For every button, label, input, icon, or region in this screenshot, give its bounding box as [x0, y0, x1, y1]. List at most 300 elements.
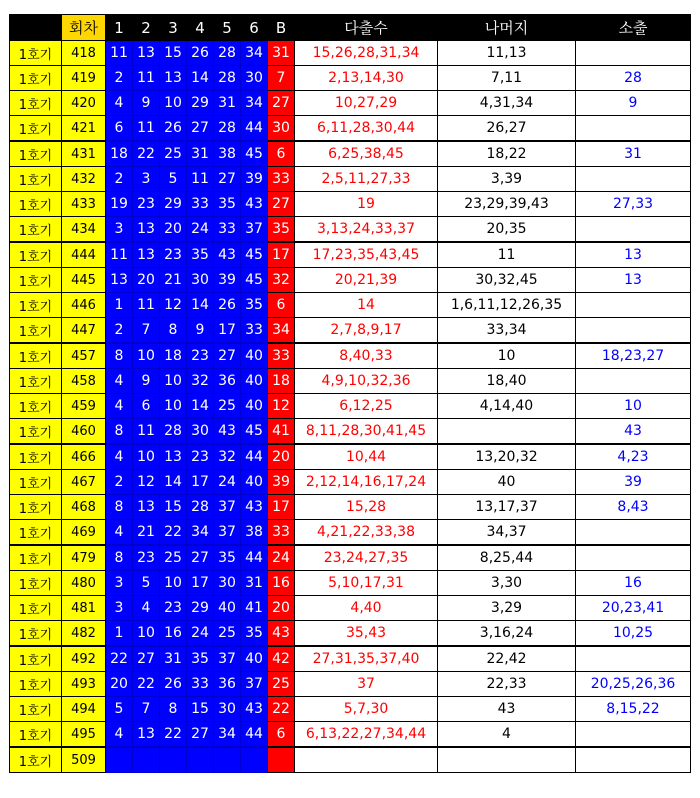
bonus-cell: 22	[268, 697, 295, 722]
bonus-cell: 33	[268, 520, 295, 546]
machine-cell: 1호기	[10, 318, 62, 344]
frequent-cell: 2,5,11,27,33	[295, 167, 438, 192]
number-3-cell: 20	[160, 217, 187, 243]
round-cell: 446	[62, 293, 106, 318]
number-1-cell: 4	[106, 369, 133, 394]
bonus-cell: 6	[268, 141, 295, 167]
number-6-cell: 37	[241, 217, 268, 243]
table-row	[10, 520, 691, 546]
number-2-cell: 10	[133, 343, 160, 369]
remaining-cell: 7,11	[438, 66, 576, 91]
number-6-cell: 30	[241, 66, 268, 91]
remaining-cell: 3,39	[438, 167, 576, 192]
header-number-4: 4	[187, 15, 214, 41]
number-5-cell: 31	[214, 91, 241, 116]
bonus-cell: 12	[268, 394, 295, 419]
missing-cell: 4,23	[576, 444, 691, 470]
frequent-cell: 14	[295, 293, 438, 318]
number-6-cell: 43	[241, 495, 268, 520]
number-1-cell: 4	[106, 722, 133, 748]
missing-cell	[576, 41, 691, 66]
machine-cell: 1호기	[10, 672, 62, 697]
remaining-cell: 34,37	[438, 520, 576, 546]
number-1-cell: 2	[106, 167, 133, 192]
number-3-cell: 26	[160, 672, 187, 697]
round-cell: 469	[62, 520, 106, 546]
number-5-cell: 43	[214, 419, 241, 445]
remaining-cell: 20,35	[438, 217, 576, 243]
number-1-cell	[106, 747, 133, 773]
number-2-cell: 22	[133, 672, 160, 697]
number-3-cell: 29	[160, 192, 187, 217]
number-1-cell: 19	[106, 192, 133, 217]
table-row	[10, 747, 691, 773]
number-4-cell: 23	[187, 343, 214, 369]
machine-cell: 1호기	[10, 571, 62, 596]
number-2-cell	[133, 747, 160, 773]
number-6-cell: 38	[241, 520, 268, 546]
round-cell: 457	[62, 343, 106, 369]
header-number-2: 2	[133, 15, 160, 41]
number-1-cell: 11	[106, 242, 133, 268]
number-6-cell: 44	[241, 116, 268, 142]
number-4-cell: 26	[187, 41, 214, 66]
missing-cell	[576, 167, 691, 192]
round-cell: 493	[62, 672, 106, 697]
number-1-cell: 11	[106, 41, 133, 66]
missing-cell: 8,15,22	[576, 697, 691, 722]
round-cell: 447	[62, 318, 106, 344]
number-3-cell: 22	[160, 520, 187, 546]
number-5-cell: 27	[214, 167, 241, 192]
number-6-cell: 33	[241, 318, 268, 344]
number-2-cell: 13	[133, 41, 160, 66]
header-machine	[10, 15, 62, 41]
table-row	[10, 343, 691, 369]
table-row	[10, 268, 691, 293]
number-4-cell: 24	[187, 217, 214, 243]
number-2-cell: 7	[133, 697, 160, 722]
table-row	[10, 293, 691, 318]
bonus-cell: 33	[268, 167, 295, 192]
number-2-cell: 11	[133, 116, 160, 142]
number-6-cell: 43	[241, 192, 268, 217]
number-6-cell: 43	[241, 697, 268, 722]
frequent-cell: 4,40	[295, 596, 438, 621]
number-4-cell: 17	[187, 571, 214, 596]
number-6-cell: 40	[241, 470, 268, 495]
number-2-cell: 13	[133, 242, 160, 268]
number-5-cell: 33	[214, 217, 241, 243]
number-5-cell: 36	[214, 672, 241, 697]
number-3-cell: 23	[160, 596, 187, 621]
number-1-cell: 1	[106, 293, 133, 318]
bonus-cell: 39	[268, 470, 295, 495]
round-cell: 444	[62, 242, 106, 268]
round-cell: 495	[62, 722, 106, 748]
number-4-cell: 28	[187, 495, 214, 520]
table-row	[10, 91, 691, 116]
number-1-cell: 1	[106, 621, 133, 647]
bonus-cell: 43	[268, 621, 295, 647]
round-cell: 466	[62, 444, 106, 470]
number-5-cell: 37	[214, 495, 241, 520]
machine-cell: 1호기	[10, 596, 62, 621]
remaining-cell: 10	[438, 343, 576, 369]
lotto-history-table	[9, 14, 691, 773]
table-row	[10, 495, 691, 520]
header-row	[10, 15, 691, 41]
number-2-cell: 23	[133, 545, 160, 571]
frequent-cell: 20,21,39	[295, 268, 438, 293]
remaining-cell: 4	[438, 722, 576, 748]
number-6-cell: 39	[241, 167, 268, 192]
remaining-cell: 40	[438, 470, 576, 495]
number-4-cell: 23	[187, 444, 214, 470]
table-row	[10, 672, 691, 697]
machine-cell: 1호기	[10, 66, 62, 91]
number-5-cell: 32	[214, 444, 241, 470]
number-1-cell: 2	[106, 318, 133, 344]
number-4-cell: 11	[187, 167, 214, 192]
number-3-cell: 25	[160, 545, 187, 571]
table-row	[10, 318, 691, 344]
missing-cell	[576, 217, 691, 243]
header-number-5: 5	[214, 15, 241, 41]
missing-cell	[576, 116, 691, 142]
frequent-cell: 15,26,28,31,34	[295, 41, 438, 66]
bonus-cell: 32	[268, 268, 295, 293]
number-2-cell: 7	[133, 318, 160, 344]
missing-cell	[576, 318, 691, 344]
machine-cell: 1호기	[10, 343, 62, 369]
number-6-cell: 40	[241, 369, 268, 394]
number-2-cell: 9	[133, 91, 160, 116]
table-row	[10, 722, 691, 748]
missing-cell	[576, 520, 691, 546]
remaining-cell: 18,40	[438, 369, 576, 394]
number-1-cell: 4	[106, 91, 133, 116]
bonus-cell: 30	[268, 116, 295, 142]
number-5-cell: 40	[214, 596, 241, 621]
remaining-cell: 3,30	[438, 571, 576, 596]
round-cell: 458	[62, 369, 106, 394]
missing-cell	[576, 646, 691, 672]
number-1-cell: 4	[106, 520, 133, 546]
bonus-cell	[268, 747, 295, 773]
number-6-cell: 35	[241, 293, 268, 318]
header-remaining: 나머지	[438, 15, 576, 41]
number-4-cell	[187, 747, 214, 773]
number-4-cell: 14	[187, 66, 214, 91]
number-6-cell: 45	[241, 419, 268, 445]
round-cell: 431	[62, 141, 106, 167]
remaining-cell: 26,27	[438, 116, 576, 142]
number-2-cell: 10	[133, 444, 160, 470]
machine-cell: 1호기	[10, 697, 62, 722]
frequent-cell: 17,23,35,43,45	[295, 242, 438, 268]
table-row	[10, 394, 691, 419]
bonus-cell: 25	[268, 672, 295, 697]
round-cell: 420	[62, 91, 106, 116]
number-4-cell: 9	[187, 318, 214, 344]
number-4-cell: 35	[187, 646, 214, 672]
frequent-cell: 19	[295, 192, 438, 217]
number-1-cell: 8	[106, 495, 133, 520]
number-3-cell: 15	[160, 495, 187, 520]
frequent-cell: 5,7,30	[295, 697, 438, 722]
number-4-cell: 14	[187, 293, 214, 318]
number-3-cell: 10	[160, 91, 187, 116]
number-2-cell: 13	[133, 495, 160, 520]
machine-cell: 1호기	[10, 520, 62, 546]
round-cell: 494	[62, 697, 106, 722]
number-2-cell: 11	[133, 419, 160, 445]
number-5-cell: 30	[214, 697, 241, 722]
missing-cell: 18,23,27	[576, 343, 691, 369]
table-row	[10, 192, 691, 217]
header-number-6: 6	[241, 15, 268, 41]
number-5-cell: 38	[214, 141, 241, 167]
number-4-cell: 29	[187, 91, 214, 116]
bonus-cell: 33	[268, 343, 295, 369]
number-2-cell: 10	[133, 621, 160, 647]
number-5-cell: 35	[214, 545, 241, 571]
remaining-cell: 1,6,11,12,26,35	[438, 293, 576, 318]
number-4-cell: 30	[187, 419, 214, 445]
missing-cell: 13	[576, 242, 691, 268]
remaining-cell	[438, 419, 576, 445]
number-1-cell: 13	[106, 268, 133, 293]
bonus-cell: 16	[268, 571, 295, 596]
number-2-cell: 13	[133, 217, 160, 243]
missing-cell	[576, 545, 691, 571]
number-6-cell: 45	[241, 268, 268, 293]
number-1-cell: 5	[106, 697, 133, 722]
remaining-cell: 4,14,40	[438, 394, 576, 419]
frequent-cell: 27,31,35,37,40	[295, 646, 438, 672]
number-3-cell: 16	[160, 621, 187, 647]
machine-cell: 1호기	[10, 41, 62, 66]
table-body	[10, 41, 691, 773]
number-3-cell: 15	[160, 41, 187, 66]
frequent-cell: 37	[295, 672, 438, 697]
number-5-cell: 37	[214, 646, 241, 672]
round-cell: 433	[62, 192, 106, 217]
bonus-cell: 18	[268, 369, 295, 394]
frequent-cell: 2,13,14,30	[295, 66, 438, 91]
machine-cell: 1호기	[10, 747, 62, 773]
number-3-cell: 12	[160, 293, 187, 318]
missing-cell: 9	[576, 91, 691, 116]
missing-cell: 31	[576, 141, 691, 167]
round-cell: 480	[62, 571, 106, 596]
missing-cell	[576, 293, 691, 318]
round-cell: 445	[62, 268, 106, 293]
number-5-cell: 26	[214, 293, 241, 318]
bonus-cell: 31	[268, 41, 295, 66]
number-6-cell: 45	[241, 141, 268, 167]
remaining-cell: 3,29	[438, 596, 576, 621]
number-6-cell: 35	[241, 621, 268, 647]
number-6-cell: 45	[241, 242, 268, 268]
number-5-cell: 36	[214, 369, 241, 394]
number-1-cell: 6	[106, 116, 133, 142]
number-1-cell: 3	[106, 217, 133, 243]
number-4-cell: 32	[187, 369, 214, 394]
number-3-cell: 10	[160, 394, 187, 419]
number-6-cell: 40	[241, 343, 268, 369]
remaining-cell	[438, 747, 576, 773]
number-1-cell: 22	[106, 646, 133, 672]
number-3-cell: 13	[160, 444, 187, 470]
bonus-cell: 27	[268, 91, 295, 116]
number-6-cell: 34	[241, 91, 268, 116]
table-row	[10, 545, 691, 571]
table-row	[10, 444, 691, 470]
machine-cell: 1호기	[10, 268, 62, 293]
missing-cell	[576, 722, 691, 748]
number-5-cell: 35	[214, 192, 241, 217]
missing-cell: 10,25	[576, 621, 691, 647]
number-4-cell: 33	[187, 672, 214, 697]
missing-cell	[576, 369, 691, 394]
number-1-cell: 2	[106, 66, 133, 91]
number-5-cell: 28	[214, 66, 241, 91]
bonus-cell: 6	[268, 722, 295, 748]
number-4-cell: 35	[187, 242, 214, 268]
missing-cell: 16	[576, 571, 691, 596]
machine-cell: 1호기	[10, 242, 62, 268]
number-3-cell: 28	[160, 419, 187, 445]
remaining-cell: 13,17,37	[438, 495, 576, 520]
remaining-cell: 3,16,24	[438, 621, 576, 647]
number-3-cell: 10	[160, 571, 187, 596]
number-2-cell: 3	[133, 167, 160, 192]
round-cell: 492	[62, 646, 106, 672]
number-4-cell: 31	[187, 141, 214, 167]
remaining-cell: 8,25,44	[438, 545, 576, 571]
bonus-cell: 20	[268, 596, 295, 621]
missing-cell: 20,25,26,36	[576, 672, 691, 697]
number-4-cell: 24	[187, 621, 214, 647]
frequent-cell: 8,11,28,30,41,45	[295, 419, 438, 445]
number-3-cell: 22	[160, 722, 187, 748]
round-cell: 459	[62, 394, 106, 419]
number-6-cell: 44	[241, 545, 268, 571]
bonus-cell: 24	[268, 545, 295, 571]
number-5-cell: 28	[214, 41, 241, 66]
missing-cell	[576, 747, 691, 773]
round-cell: 481	[62, 596, 106, 621]
remaining-cell: 13,20,32	[438, 444, 576, 470]
table-row	[10, 167, 691, 192]
number-1-cell: 8	[106, 545, 133, 571]
table-row	[10, 646, 691, 672]
table-row	[10, 116, 691, 142]
round-cell: 479	[62, 545, 106, 571]
machine-cell: 1호기	[10, 116, 62, 142]
number-6-cell	[241, 747, 268, 773]
number-2-cell: 22	[133, 141, 160, 167]
table-row	[10, 596, 691, 621]
number-2-cell: 13	[133, 722, 160, 748]
machine-cell: 1호기	[10, 192, 62, 217]
number-2-cell: 12	[133, 470, 160, 495]
number-3-cell: 23	[160, 242, 187, 268]
missing-cell: 20,23,41	[576, 596, 691, 621]
number-5-cell: 30	[214, 571, 241, 596]
number-6-cell: 44	[241, 722, 268, 748]
frequent-cell: 4,9,10,32,36	[295, 369, 438, 394]
header-number-1: 1	[106, 15, 133, 41]
frequent-cell: 2,12,14,16,17,24	[295, 470, 438, 495]
machine-cell: 1호기	[10, 646, 62, 672]
frequent-cell: 6,11,28,30,44	[295, 116, 438, 142]
number-1-cell: 4	[106, 394, 133, 419]
number-3-cell: 5	[160, 167, 187, 192]
remaining-cell: 22,33	[438, 672, 576, 697]
number-1-cell: 8	[106, 419, 133, 445]
frequent-cell: 10,27,29	[295, 91, 438, 116]
table-row	[10, 470, 691, 495]
frequent-cell: 15,28	[295, 495, 438, 520]
number-3-cell: 8	[160, 318, 187, 344]
bonus-cell: 6	[268, 293, 295, 318]
round-cell: 509	[62, 747, 106, 773]
machine-cell: 1호기	[10, 419, 62, 445]
number-4-cell: 14	[187, 394, 214, 419]
number-1-cell: 2	[106, 470, 133, 495]
missing-cell: 13	[576, 268, 691, 293]
header-number-3: 3	[160, 15, 187, 41]
header-missing: 소출	[576, 15, 691, 41]
number-2-cell: 21	[133, 520, 160, 546]
number-3-cell: 26	[160, 116, 187, 142]
bonus-cell: 42	[268, 646, 295, 672]
number-3-cell: 18	[160, 343, 187, 369]
bonus-cell: 35	[268, 217, 295, 243]
missing-cell: 10	[576, 394, 691, 419]
number-2-cell: 6	[133, 394, 160, 419]
number-4-cell: 27	[187, 116, 214, 142]
number-3-cell: 8	[160, 697, 187, 722]
number-5-cell: 27	[214, 343, 241, 369]
machine-cell: 1호기	[10, 293, 62, 318]
number-4-cell: 17	[187, 470, 214, 495]
round-cell: 432	[62, 167, 106, 192]
number-2-cell: 23	[133, 192, 160, 217]
frequent-cell: 10,44	[295, 444, 438, 470]
bonus-cell: 34	[268, 318, 295, 344]
number-1-cell: 20	[106, 672, 133, 697]
number-6-cell: 31	[241, 571, 268, 596]
number-5-cell: 39	[214, 268, 241, 293]
number-3-cell: 10	[160, 369, 187, 394]
bonus-cell: 17	[268, 242, 295, 268]
machine-cell: 1호기	[10, 394, 62, 419]
number-2-cell: 9	[133, 369, 160, 394]
table-row	[10, 419, 691, 445]
remaining-cell: 30,32,45	[438, 268, 576, 293]
number-3-cell	[160, 747, 187, 773]
table-row	[10, 217, 691, 243]
table-row	[10, 697, 691, 722]
number-3-cell: 31	[160, 646, 187, 672]
number-3-cell: 25	[160, 141, 187, 167]
frequent-cell	[295, 747, 438, 773]
header-bonus: B	[268, 15, 295, 41]
